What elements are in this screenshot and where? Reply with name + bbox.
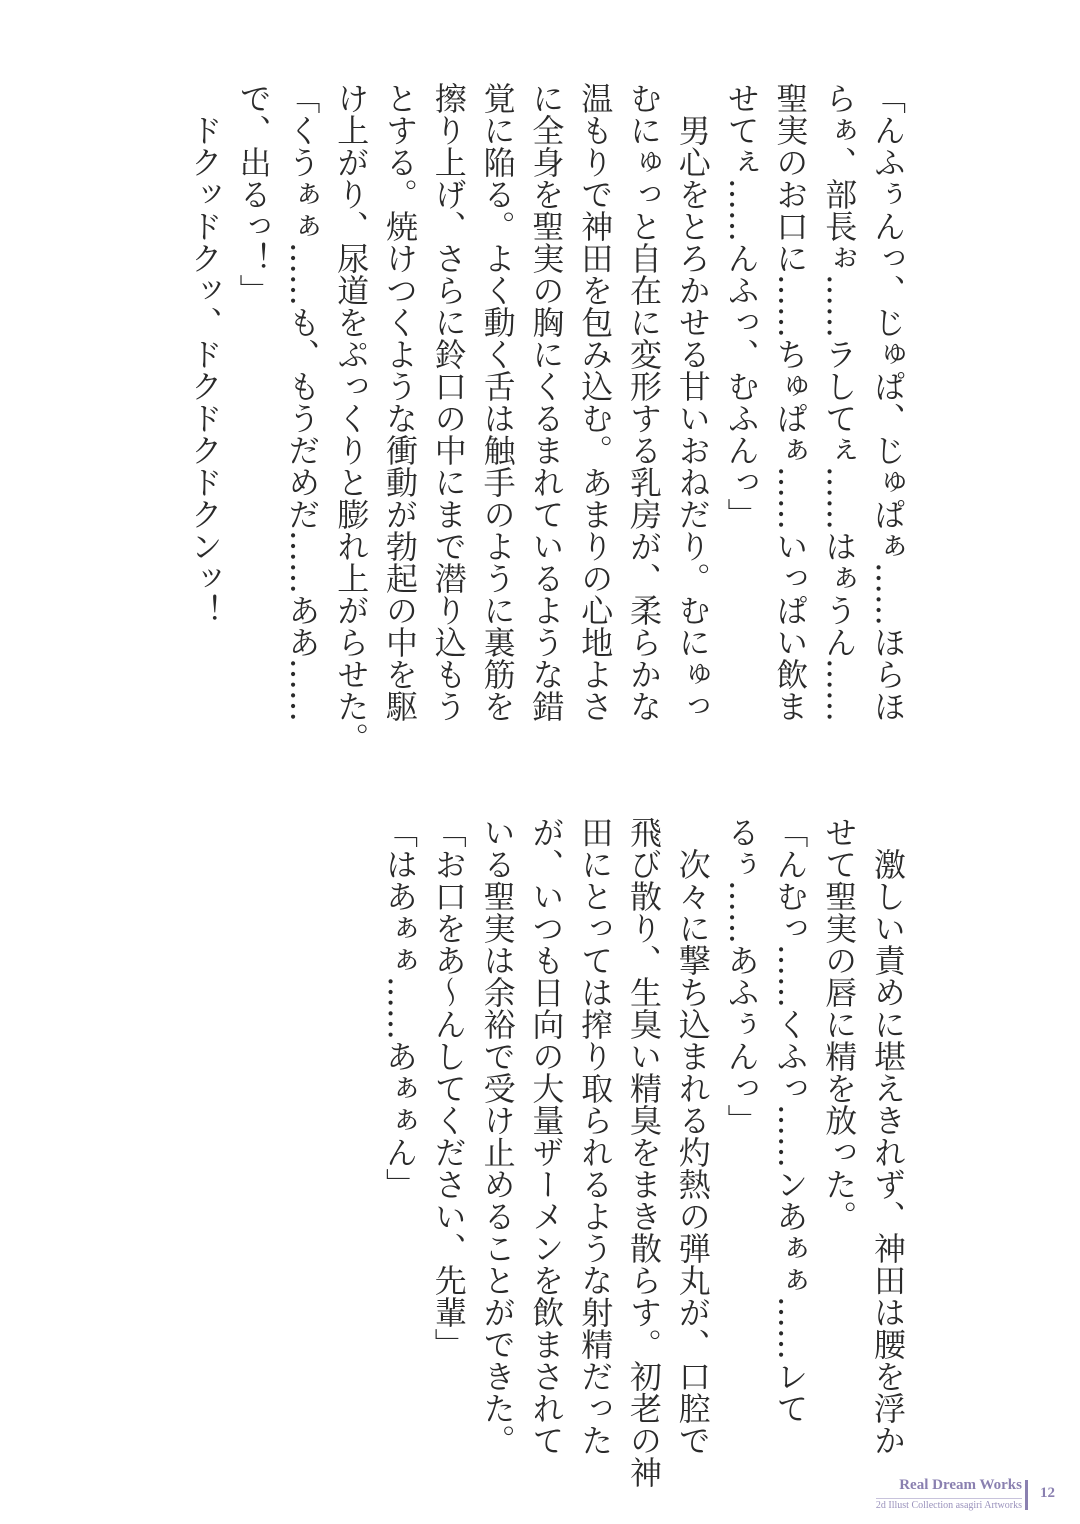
text-column: 「んむっ……くふっ……ンあぁぁ……レて bbox=[771, 816, 810, 1424]
text-column: に全身を聖実の胸にくるまれているような錯 bbox=[527, 82, 566, 722]
text-column: るぅ……あふぅんっ」 bbox=[722, 816, 761, 1136]
text-column: 男心をとろかせる甘いおねだり。むにゅっ bbox=[673, 82, 712, 722]
text-column: 「くうぁぁ……も、もうだめだ……ああ…… bbox=[283, 82, 322, 722]
text-column: 覚に陥る。よく動く舌は触手のように裏筋を bbox=[478, 82, 517, 722]
text-column: らぁ、部長ぉ……ラしてぇ……はぁうん…… bbox=[820, 82, 859, 722]
text-column: 温もりで神田を包み込む。あまりの心地よさ bbox=[576, 82, 615, 722]
text-column: 「はあぁぁ……あぁぁん」 bbox=[381, 816, 419, 1200]
text-column: 田にとっては搾り取られるような射精だった bbox=[576, 816, 615, 1456]
text-column: 「お口をあ～んしてください、先輩」 bbox=[429, 816, 468, 1360]
text-column: 聖実のお口に……ちゅぱぁ……いっぱい飲ま bbox=[771, 82, 810, 722]
text-column: ドクッドクッ、ドクドクドクンッ！ bbox=[185, 82, 224, 626]
text-column: せて聖実の唇に精を放った。 bbox=[820, 816, 859, 1232]
footer-subtitle: 2d Illust Collection asagiri Artworks bbox=[875, 1500, 1022, 1511]
text-column: け上がり、尿道をぷっくりと膨れ上がらせた。 bbox=[332, 82, 371, 754]
footer-divider bbox=[1025, 1480, 1028, 1510]
text-column: 次々に撃ち込まれる灼熱の弾丸が、口腔で bbox=[673, 816, 712, 1456]
text-column: とする。焼けつくような衝動が勃起の中を駆 bbox=[381, 82, 419, 722]
text-column: せてぇ……んふっ、むふんっ」 bbox=[722, 82, 761, 530]
page-number: 12 bbox=[1040, 1485, 1055, 1501]
text-column: いる聖実は余裕で受け止めることができた。 bbox=[478, 816, 517, 1456]
text-column: 飛び散り、生臭い精臭をまき散らす。初老の神 bbox=[625, 816, 663, 1488]
text-column: 激しい責めに堪えきれず、神田は腰を浮か bbox=[869, 816, 907, 1456]
text-column: が、いつも日向の大量ザーメンを飲まされて bbox=[527, 816, 566, 1456]
text-column: 擦り上げ、さらに鈴口の中にまで潜り込もう bbox=[429, 82, 468, 722]
text-column: で、出るっ！」 bbox=[234, 82, 273, 306]
footer-title: Real Dream Works bbox=[899, 1477, 1022, 1493]
text-column: 「んふぅんっ、じゅぱ、じゅぱぁ……ほらほ bbox=[869, 82, 907, 722]
text-column: むにゅっと自在に変形する乳房が、柔らかな bbox=[625, 82, 663, 722]
